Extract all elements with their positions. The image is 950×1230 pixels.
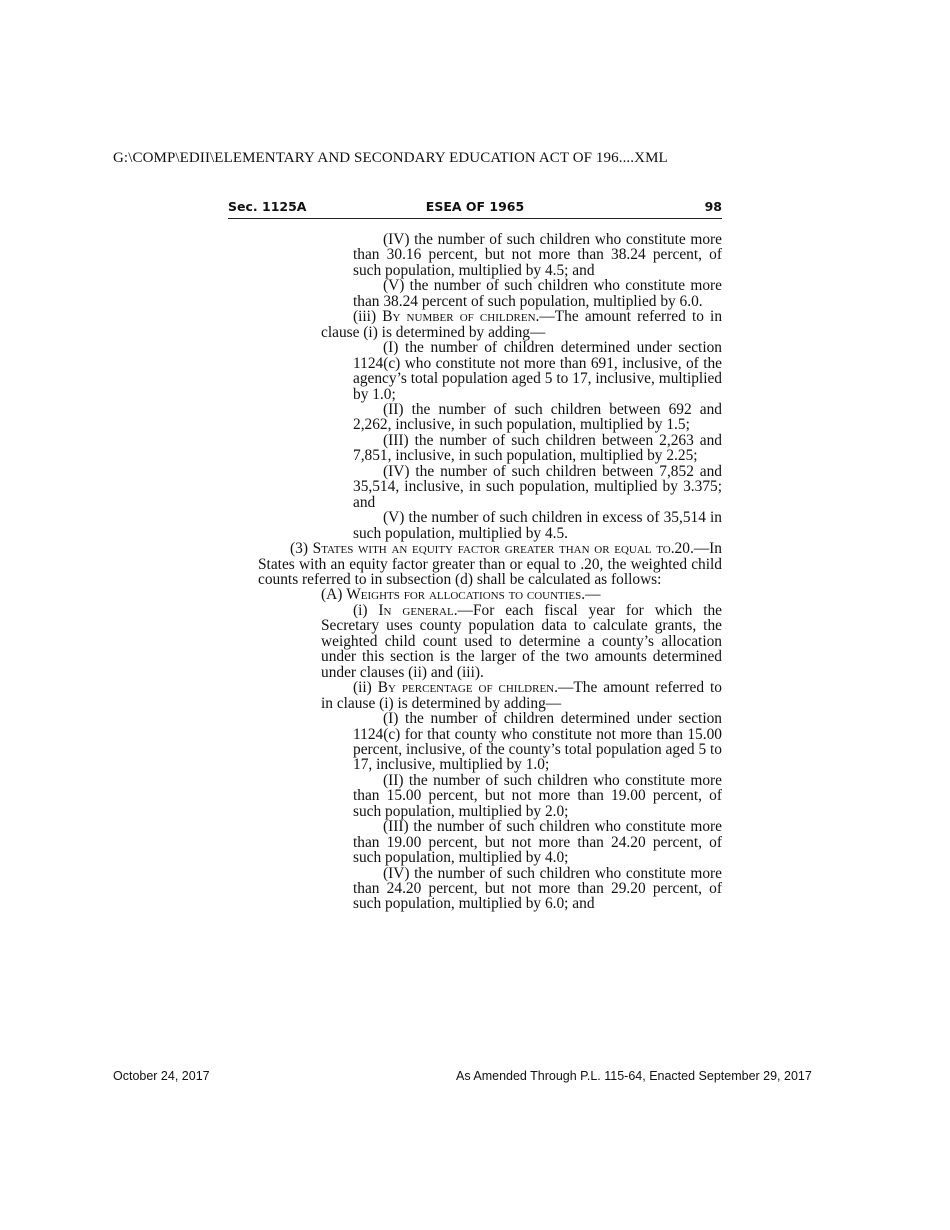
subclause-iv: (IV) the number of such children who constitute more than 24.20 percent, but not more than 29.20 percent, of such population, multiplied by 6.0; and — [353, 864, 722, 913]
subclause-ii: (II) the number of such children between 692 and 2,262, inclusive, in such population, multiplied by 1.5; — [353, 400, 722, 434]
paragraph-3: (3) States with an equity factor greater than or equal to.20.—In States with an equity factor greater than or equal to .20, the weighted child counts referred to in subsection (d) shall be calculated as follows: — [258, 540, 722, 588]
subclause-iv: (IV) the number of such children between 7,852 and 35,514, inclusive, in such population, multiplied by 3.375; and — [353, 462, 722, 511]
clause-heading: By percentage of children — [377, 679, 555, 697]
subclause-v: (V) the number of such children who constitute more than 38.24 percent of such population, multiplied by 6.0. — [353, 277, 722, 310]
clause-heading: In general — [378, 601, 454, 619]
footer-date: October 24, 2017 — [113, 1069, 210, 1083]
statute-text — [0, 232, 950, 912]
subclause-i: (I) the number of children determined under section 1124(c) who constitute not more than 691, inclusive, of the agency’s total population aged 5 to 17, inclusive, multiplied by 1.0; — [353, 339, 722, 403]
footer-amended: As Amended Through P.L. 115-64, Enacted September 29, 2017 — [456, 1069, 812, 1083]
clause-heading: By number of children — [382, 308, 536, 326]
paragraph-heading: States with an equity factor greater than or equal to.20 — [312, 540, 690, 558]
subparagraph-heading: Weights for allocations to counties — [346, 586, 582, 604]
subparagraph-a: (A) Weights for allocations to counties.— — [321, 586, 601, 604]
subclause-iv: (IV) the number of such children who constitute more than 30.16 percent, but not more than 38.24 percent, of such population, multiplied by 4.5; and — [353, 231, 722, 279]
subclause-v: (V) the number of such children in excess of 35,514 in such population, multiplied by 4.5. — [353, 509, 722, 542]
clause-ii: (ii) By percentage of children.—The amount referred to in clause (i) is determined by adding— — [321, 679, 722, 712]
running-head — [228, 198, 722, 219]
subclause-i: (I) the number of children determined under section 1124(c) for that county who constitute not more than 15.00 percent, inclusive, of the county’s total population aged 5 to 17, inclusive, multiplied by 1.0; — [353, 710, 722, 774]
subclause-iii: (III) the number of such children between 2,263 and 7,851, inclusive, in such population, multiplied by 2.25; — [353, 431, 722, 465]
clause-i: (i) In general.—For each fiscal year for which the Secretary uses county population data to calculate grants, the weighted child count used to determine a county’s allocation under this section is the larger of the two amounts determined under clauses (ii) and (iii). — [321, 601, 722, 681]
clause-iii: (iii) By number of children.—The amount referred to in clause (i) is determined by adding— — [321, 308, 723, 341]
page-number: 98 — [704, 199, 722, 214]
file-path: G:\COMP\EDII\ELEMENTARY AND SECONDARY EDUCATION ACT OF 196....XML — [113, 150, 668, 166]
running-head-title: ESEA OF 1965 — [425, 199, 525, 214]
subclause-iii: (III) the number of such children who constitute more than 19.00 percent, but not more than 24.20 percent, of such population, multiplied by 4.0; — [353, 818, 722, 867]
subclause-ii: (II) the number of such children who constitute more than 15.00 percent, but not more than 19.00 percent, of such population, multiplied by 2.0; — [353, 771, 722, 820]
running-head-section: Sec. 1125A — [228, 199, 307, 214]
